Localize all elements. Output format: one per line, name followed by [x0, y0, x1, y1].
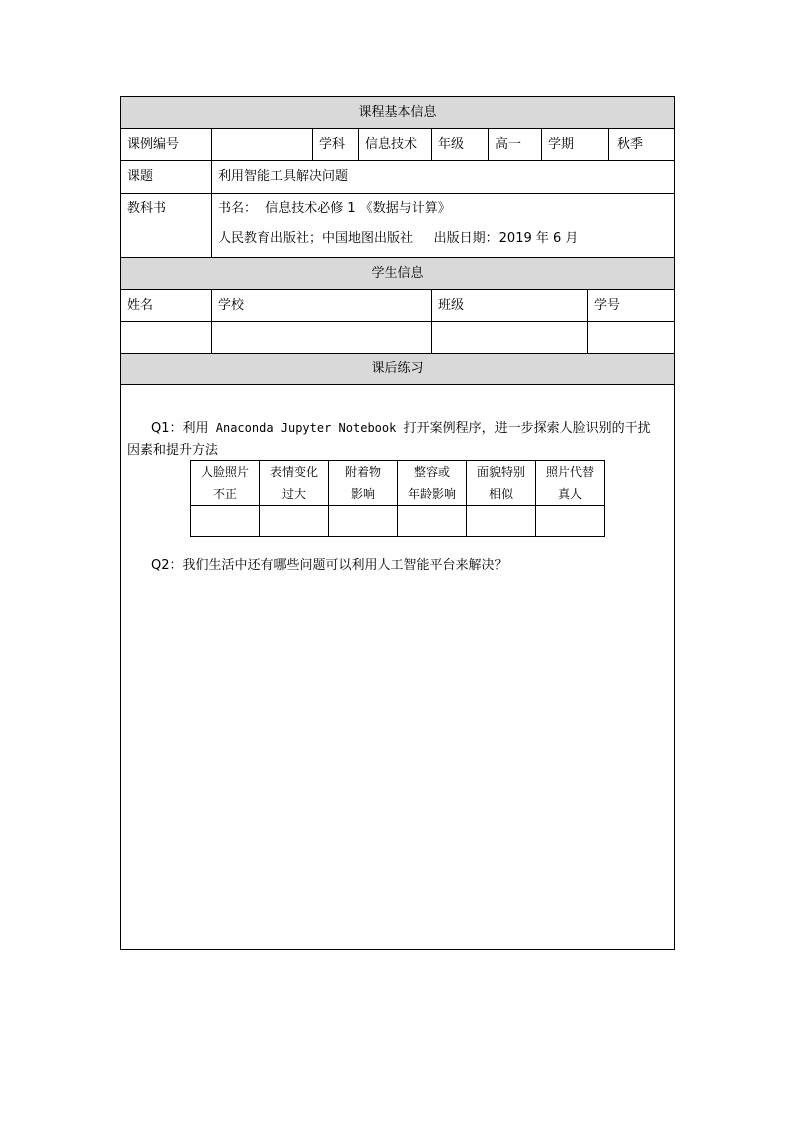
- school-field[interactable]: [212, 322, 432, 353]
- course-meta-row: [121, 129, 674, 161]
- question-2: Q2：我们生活中还有哪些问题可以利用人工智能平台来解决？: [151, 558, 508, 573]
- course-code-value[interactable]: [212, 129, 313, 160]
- publisher-line: 人民教育出版社；中国地图出版社 出版日期：2019 年 6 月: [218, 231, 579, 246]
- class-label: 班级: [432, 290, 588, 321]
- textbook-row: [121, 194, 674, 258]
- name-label: 姓名: [121, 290, 212, 321]
- subject-value: 信息技术: [359, 129, 432, 160]
- student-info-header: [121, 258, 674, 290]
- q1-software-name: Anaconda Jupyter Notebook: [208, 421, 404, 435]
- factor-header: 附着物 影响: [329, 461, 398, 506]
- textbook-label: 教科书: [121, 194, 212, 257]
- factor-answer-cell[interactable]: [329, 506, 398, 537]
- factor-answer-cell[interactable]: [467, 506, 536, 537]
- factor-header: 整容或 年龄影响: [398, 461, 467, 506]
- factor-answer-cell[interactable]: [398, 506, 467, 537]
- term-label: 学期: [542, 129, 609, 160]
- name-field[interactable]: [121, 322, 212, 353]
- topic-label: 课题: [121, 161, 212, 193]
- student-id-field[interactable]: [588, 322, 674, 353]
- factor-header: 人脸照片 不正: [191, 461, 260, 506]
- student-id-label: 学号: [594, 298, 621, 313]
- topic-value: 利用智能工具解决问题: [218, 169, 349, 184]
- q1-suffix: 打开案例程序，进一步探索人脸识别的干扰: [403, 421, 651, 436]
- factor-header: 照片代替 真人: [536, 461, 605, 506]
- exercise-header: [121, 354, 674, 385]
- factor-answer-cell[interactable]: [191, 506, 260, 537]
- student-label-row: [121, 290, 674, 322]
- student-input-row: [121, 322, 674, 354]
- term-value: 秋季: [617, 137, 644, 152]
- basic-info-title: 课程基本信息: [358, 105, 437, 120]
- factor-header: 表情变化 过大: [260, 461, 329, 506]
- exercise-title: 课后练习: [371, 361, 424, 376]
- subject-label: 学科: [313, 129, 359, 160]
- grade-label: 年级: [432, 129, 489, 160]
- factors-header-row: [191, 461, 605, 506]
- question-1-continued: 因素和提升方法: [127, 443, 219, 458]
- factor-answer-cell[interactable]: [536, 506, 605, 537]
- textbook-details: [212, 194, 674, 257]
- interference-factors-table: [190, 460, 605, 537]
- answer-area[interactable]: [121, 587, 674, 949]
- lesson-worksheet: [120, 96, 675, 950]
- topic-row: [121, 161, 674, 194]
- factor-answer-cell[interactable]: [260, 506, 329, 537]
- factors-answer-row: [191, 506, 605, 537]
- question-1: [151, 417, 651, 436]
- class-field[interactable]: [432, 322, 588, 353]
- course-code-label: 课例编号: [121, 129, 212, 160]
- basic-info-header: [121, 97, 674, 129]
- grade-value: 高一: [489, 129, 542, 160]
- student-info-title: 学生信息: [371, 266, 424, 281]
- school-label: 学校: [212, 290, 432, 321]
- factor-header: 面貌特别 相似: [467, 461, 536, 506]
- q1-prefix: Q1：利用: [151, 421, 209, 436]
- book-title-line: 书名： 信息技术必修 1 《数据与计算》: [218, 201, 451, 216]
